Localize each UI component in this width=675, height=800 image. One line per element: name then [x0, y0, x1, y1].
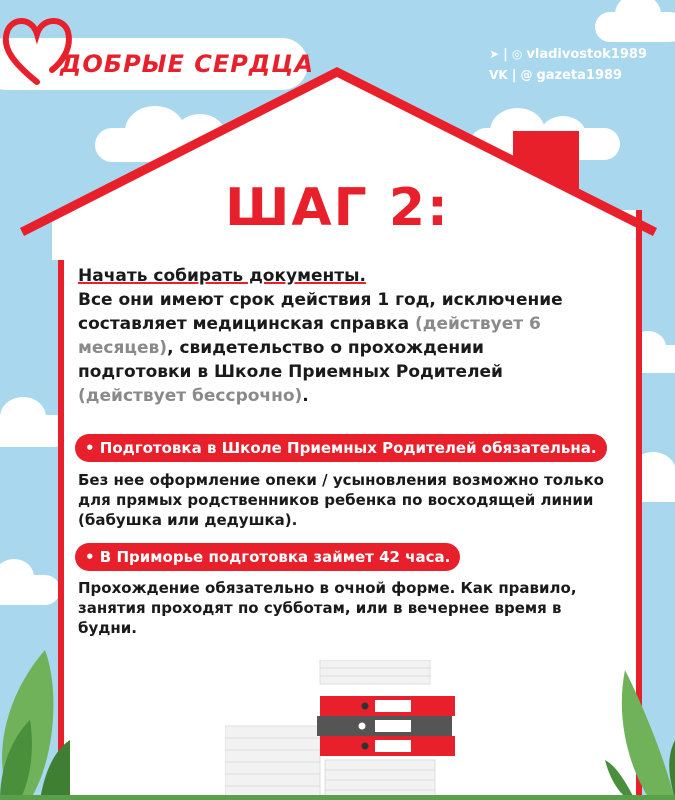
point-badge: • В Приморье подготовка займет 42 часа.	[75, 543, 460, 571]
intro-heading: Начать собирать документы.	[78, 266, 366, 286]
instagram-icon: ◎	[511, 47, 523, 61]
at-icon: @	[520, 68, 533, 82]
intro-block	[78, 264, 598, 408]
intro-note-school: (действует бессрочно)	[78, 386, 303, 406]
intro-text-c: .	[302, 386, 309, 406]
intro-note-medical: (действует 6 месяцев)	[78, 314, 541, 358]
cloud	[0, 575, 60, 605]
telegram-icon: ➤	[489, 47, 500, 61]
vk-handle: gazeta1989	[536, 68, 623, 83]
telegram-row[interactable]	[489, 44, 647, 65]
point-text: Прохождение обязательно в очной форме. Как правило, занятия проходят по субботам, или в вечернее время в будни.	[78, 579, 577, 637]
vk-icon: VK	[489, 68, 508, 82]
plant-left-illustration	[0, 650, 70, 800]
telegram-handle: vladivostok1989	[526, 47, 647, 62]
ground-strip	[0, 795, 675, 800]
logo-text: ДОБРЫЕ СЕРДЦА	[60, 50, 315, 78]
point-badge: • Подготовка в Школе Приемных Родителей обязательна.	[75, 434, 607, 462]
intro-text-a: Все они имеют срок действия 1 год, исключение составляет медицинская справка	[78, 290, 563, 334]
intro-text-b: , свидетельство о прохождении подготовки в Школе Приемных Родителей	[78, 338, 503, 382]
vk-row[interactable]	[489, 65, 647, 86]
step-title: ШАГ 2:	[225, 178, 450, 238]
separator: |	[511, 68, 517, 83]
point-text: Без нее оформление опеки / усыновления возможно только для прямых родственников ребенка по восходящей линии (бабушка или дедушка).	[78, 471, 604, 529]
plant-right-illustration	[605, 670, 675, 800]
separator: |	[503, 47, 508, 62]
social-handles	[489, 44, 647, 86]
document-binders-illustration	[225, 660, 465, 800]
